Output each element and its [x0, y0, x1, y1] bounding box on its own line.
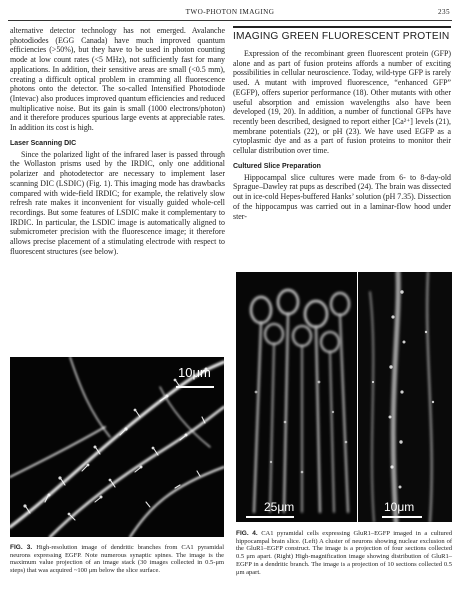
right-scale-bar — [382, 516, 422, 518]
right-paragraph-1: Expression of the recombinant green fluorescent protein (GFP) alone and as part of fusion proteins affords a number of exciting possibilities in cellular neuroscience. Today, wild-type GFP is rarely used. A mutant with improved fluorescence, “enhanced GFP” (EGFP), offers superior performance (18). Other mutants with other useful absorption and emission wavelengths also have been developed (19, 20). In addition, a number of functional GFPs have recently been described, designed to report either [Ca²⁺] levels (21), membrane potentials (22), or pH (23). We have used EGFP as a cytoplasmic dye and as a part of fusion proteins to monitor their cellular distribution over time. — [233, 49, 451, 156]
left-scale-bar — [246, 516, 294, 518]
section-heading-gfp: IMAGING GREEN FLUORESCENT PROTEIN — [233, 26, 451, 42]
scale-bar — [176, 386, 214, 388]
figure-3-caption — [10, 544, 224, 575]
figure-4-label: FIG. 4. — [236, 530, 258, 537]
running-title: TWO-PHOTON IMAGING — [185, 8, 275, 16]
figure-3-scale-label: 10μm — [178, 365, 211, 380]
right-paragraph-2: Hippocampal slice cultures were made from 6- to 8-day-old Sprague–Dawley rat pups as described (24). The brain was dissected out in ice-cold Hepes-buffered Hanks’ solution (pH 7.35). Dissection of the hippocampus was carried out in a laminar-flow hood under ster- — [233, 172, 451, 221]
left-paragraph-2: Since the polarized light of the infrared laser is passed through the Wollaston prisms used by the IRDIC, only one additional polarizer and photodetector are necessary to implement laser scanning DIC (LSDIC) (Fig. 1). This imaging mode has drawbacks compared with wide-field IRDIC; for example, the relatively slow refresh rate makes it inconvenient for visually guided whole-cell recordings. But some features of LSDIC make it complementary to IRDIC. In particular, the LSDIC image is automatically aligned to submicrometer precision with the fluorescence image; it therefore allows precise placement of a stimulating electrode with respect to fluorescent structures (see below). — [10, 149, 225, 256]
figure-4-left-scale-label: 25μm — [264, 500, 295, 514]
right-column — [233, 26, 451, 221]
left-column — [10, 26, 225, 256]
figure-4-left-panel — [236, 272, 357, 522]
figure-4-caption — [236, 530, 452, 576]
figure-4-right-panel — [358, 272, 452, 522]
figure-4-micrograph — [236, 272, 452, 522]
figure-4-caption-text: CA1 pyramidal cells expressing GluR1–EGFP imaged in a cultured hippocampal brain slice. (Left) A cluster of neurons showing nuclear exclusion of the GluR1–EGFP construct. The image is a projection of four sections collected 0.5 μm apart. (Right) High-magnification image showing distribution of GluR1–EGFP in a dendritic branch. The image is a projection of 10 sections collected 0.5 μm apart. — [236, 530, 453, 576]
left-paragraph-1: alternative detector technology has not emerged. Avalanche photodiodes (EGG Canada) have much improved quantum efficiencies (>50%), but they have to be used in photon counting mode at low count rates (<5 MHz), not sufficiently fast for many applications. In addition, their sensitive areas are small (<0.5 mm), creating a difficult optical problem in cramming all fluorescence photons onto the detector. The so-called Intensified Photodiode (Intevac) also produces improved quantum efficiencies and reduced multiplicative noise. But its gain is small (1000 electrons/photon) and it therefore produces spurious large events at appreciable rates. In addition its cost is high. — [10, 26, 225, 133]
figure-3-caption-text: High-resolution image of dendritic branches from CA1 pyramidal neurons expressing EGFP. Note numerous synaptic spines. The image is the maximum value projection of an image stack (30 images collected in 0.5-μm steps) that was acquired ~100 μm below the slice surface. — [10, 544, 224, 575]
subheading-cultured-slice: Cultured Slice Preparation — [233, 162, 321, 170]
figure-4-right-scale-label: 10μm — [384, 500, 415, 514]
dendrite-image — [10, 357, 224, 537]
subheading-lsdic: Laser Scanning DIC — [10, 139, 77, 147]
page-number: 235 — [438, 8, 450, 16]
figure-3-label: FIG. 3. — [10, 544, 33, 551]
running-header — [8, 7, 452, 21]
figure-3-micrograph — [10, 357, 224, 537]
